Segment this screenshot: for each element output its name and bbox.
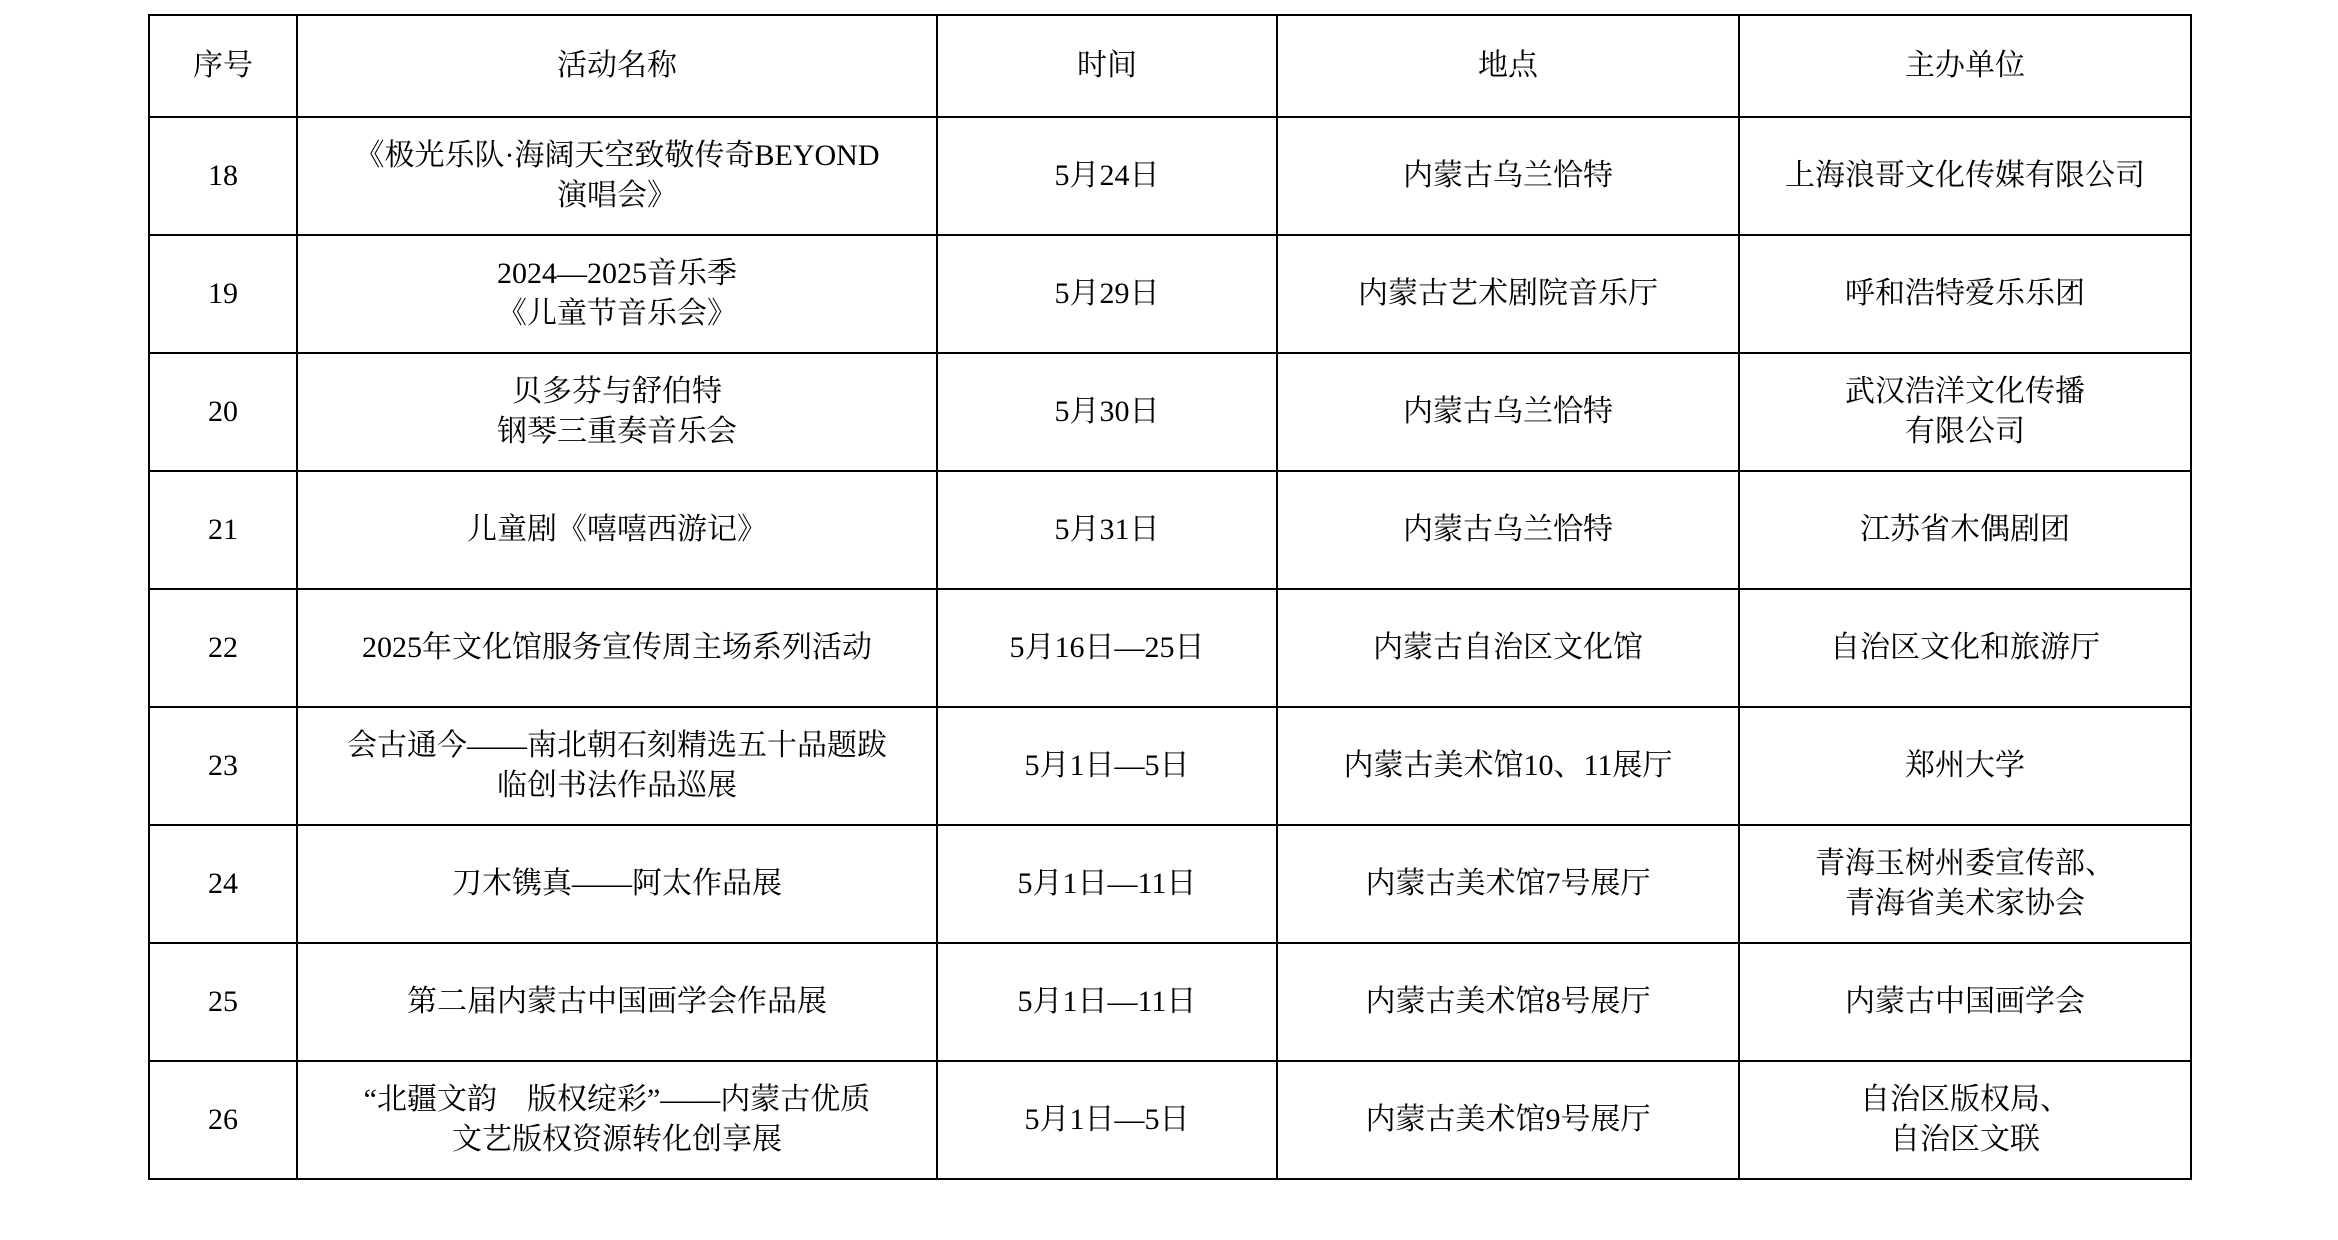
column-header-name: 活动名称 [297,15,937,117]
table-header [149,15,2191,117]
row-index-cell: 18 [149,117,297,235]
activity-name-line: 文艺版权资源转化创享展 [452,1123,782,1156]
activity-time-cell: 5月1日—5日 [937,1061,1277,1179]
table-row [149,589,2191,707]
row-index-cell: 21 [149,471,297,589]
activity-place-line: 内蒙古艺术剧院音乐厅 [1358,277,1658,311]
activity-name-line: 2024—2025音乐季 [497,257,737,291]
activity-organizer-line: 自治区版权局、 [1860,1083,2070,1117]
activity-organizer-line: 上海浪哥文化传媒有限公司 [1785,159,2145,193]
row-index-cell: 25 [149,943,297,1061]
activity-name-line: 钢琴三重奏音乐会 [497,415,737,448]
activity-organizer-line: 自治区文化和旅游厅 [1830,631,2100,665]
row-index-cell: 19 [149,235,297,353]
activity-organizer-cell [1739,235,2191,353]
activity-organizer-cell [1739,707,2191,825]
activity-place-line: 内蒙古美术馆9号展厅 [1365,1103,1651,1137]
activity-name-cell [297,1061,937,1179]
column-header-org: 主办单位 [1739,15,2191,117]
activity-time-cell: 5月24日 [937,117,1277,235]
table-row [149,707,2191,825]
activity-place-cell [1277,117,1739,235]
activity-organizer-line: 内蒙古中国画学会 [1845,985,2085,1019]
activity-organizer-line: 呼和浩特爱乐乐团 [1845,277,2085,311]
activity-organizer-line: 武汉浩洋文化传播 [1845,375,2085,409]
activity-place-line: 内蒙古乌兰恰特 [1403,513,1613,547]
activity-organizer-cell [1739,353,2191,471]
activity-organizer-line: 有限公司 [1905,415,2025,448]
activity-place-cell [1277,589,1739,707]
table-row [149,943,2191,1061]
activity-place-line: 内蒙古自治区文化馆 [1373,631,1643,665]
activity-name-line: 第二届内蒙古中国画学会作品展 [407,985,827,1019]
activity-time-cell: 5月29日 [937,235,1277,353]
table-body [149,117,2191,1179]
activity-name-cell [297,235,937,353]
table-header-row [149,15,2191,117]
activity-place-cell [1277,825,1739,943]
activity-place-cell [1277,1061,1739,1179]
activity-organizer-line: 江苏省木偶剧团 [1860,513,2070,547]
activity-place-cell [1277,943,1739,1061]
activity-organizer-line: 青海省美术家协会 [1845,887,2085,920]
activity-name-cell [297,707,937,825]
activity-place-line: 内蒙古乌兰恰特 [1403,159,1613,193]
activity-place-cell [1277,707,1739,825]
activity-name-line: 临创书法作品巡展 [497,769,737,802]
row-index-cell: 22 [149,589,297,707]
activity-organizer-line: 青海玉树州委宣传部、 [1815,847,2115,881]
row-index-cell: 23 [149,707,297,825]
activity-place-line: 内蒙古美术馆10、11展厅 [1343,749,1673,783]
table-row [149,471,2191,589]
activity-organizer-cell [1739,943,2191,1061]
activity-name-cell [297,471,937,589]
activity-place-cell [1277,471,1739,589]
activity-time-cell: 5月30日 [937,353,1277,471]
row-index-cell: 20 [149,353,297,471]
activity-name-line: 《儿童节音乐会》 [497,297,737,330]
activity-name-cell [297,825,937,943]
column-header-place: 地点 [1277,15,1739,117]
table-row [149,825,2191,943]
activity-time-cell: 5月16日—25日 [937,589,1277,707]
activity-place-line: 内蒙古乌兰恰特 [1403,395,1613,429]
activity-place-cell [1277,235,1739,353]
activity-name-cell [297,353,937,471]
activity-organizer-cell [1739,471,2191,589]
activity-name-cell [297,117,937,235]
column-header-time: 时间 [937,15,1277,117]
activity-time-cell: 5月1日—11日 [937,943,1277,1061]
activity-time-cell: 5月1日—5日 [937,707,1277,825]
activity-organizer-cell [1739,1061,2191,1179]
row-index-cell: 24 [149,825,297,943]
activity-organizer-cell [1739,825,2191,943]
table-row [149,353,2191,471]
activity-time-cell: 5月1日—11日 [937,825,1277,943]
activity-organizer-line: 郑州大学 [1905,749,2025,783]
activity-place-line: 内蒙古美术馆8号展厅 [1365,985,1651,1019]
row-index-cell: 26 [149,1061,297,1179]
activity-place-line: 内蒙古美术馆7号展厅 [1365,867,1651,901]
activity-organizer-cell [1739,117,2191,235]
activity-name-cell [297,943,937,1061]
activity-table [148,14,2192,1180]
table-row [149,117,2191,235]
activity-table-wrapper [148,14,2190,1180]
activity-place-cell [1277,353,1739,471]
activity-time-cell: 5月31日 [937,471,1277,589]
activity-name-cell [297,589,937,707]
table-row [149,1061,2191,1179]
activity-name-line: 儿童剧《嘻嘻西游记》 [467,513,767,547]
table-row [149,235,2191,353]
activity-name-line: 演唱会》 [557,179,677,212]
activity-organizer-line: 自治区文联 [1890,1123,2040,1156]
column-header-no: 序号 [149,15,297,117]
activity-name-line: 贝多芬与舒伯特 [512,375,722,409]
activity-name-line: 会古通今——南北朝石刻精选五十品题跋 [347,729,887,763]
activity-name-line: 刀木镌真——阿太作品展 [452,867,782,901]
activity-name-line: 《极光乐队·海阔天空致敬传奇BEYOND [354,139,880,173]
activity-name-line: “北疆文韵 版权绽彩”——内蒙古优质 [363,1083,871,1117]
activity-name-line: 2025年文化馆服务宣传周主场系列活动 [362,631,872,665]
activity-organizer-cell [1739,589,2191,707]
